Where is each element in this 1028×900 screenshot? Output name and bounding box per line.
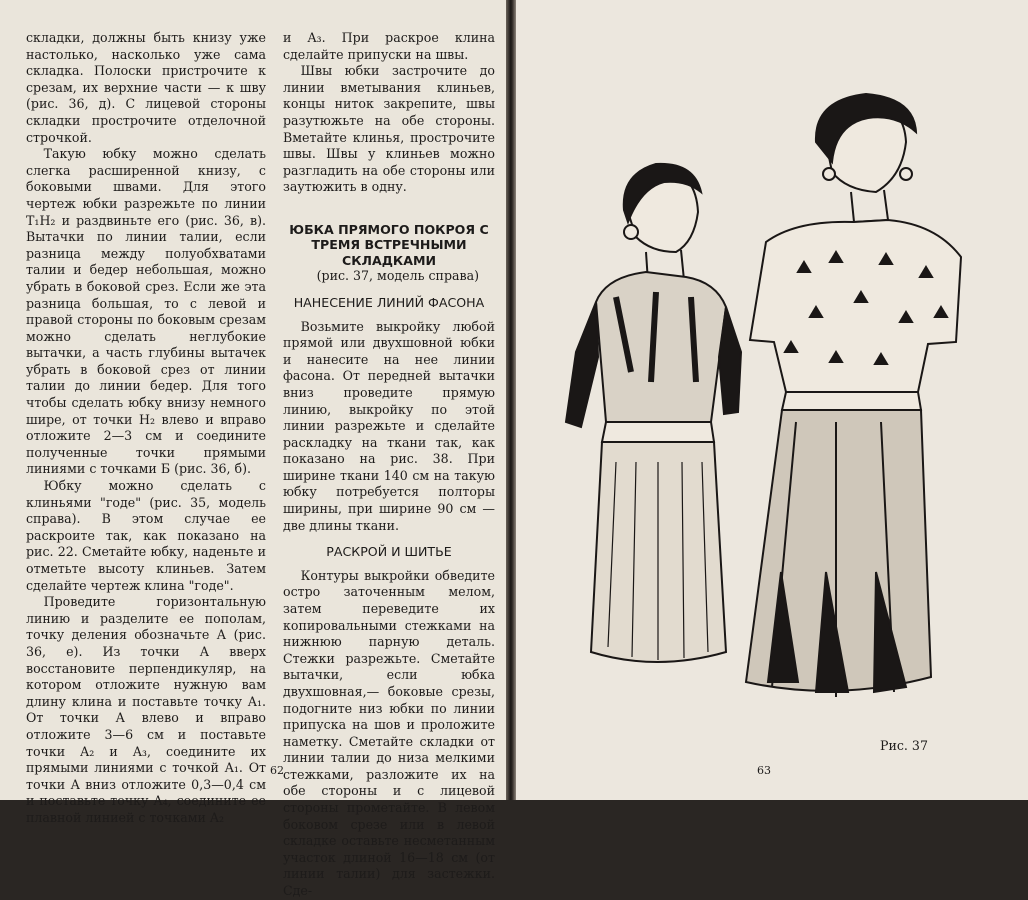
paragraph: Такую юбку можно сделать слегка расширенной книзу, с боковыми швами. Для этого чертеж юбки разрежьте по линии T₁H₂ и раздвиньте его (рис. 36, в). Вытачки по линии талии, если разница между полуобхватами талии и бедер небольшая, можно убрать в боковой срез. Если же эта разница большая, то с левой и правой стороны по боковым срезам можно сделать неглубокие вытачки, а часть глубины вытачек убрать в боковой срез от линии талии до линии бедер. Для того чтобы сделать юбку внизу немного шире, от точки H₂ влево и вправо отложите 2—3 см и соедините полученные точки прямыми линиями с точками Б (рис. 36, б). [26,146,266,477]
paragraph: Контуры выкройки обведите остро заточенным мелом, затем переведите их копировальными стежками на нижнюю парную деталь. Стежки разрежьте. Сметайте вытачки, если юбка двухшовная,— боковые срезы, подогните низ юбки по линии припуска на шов и проложите наметку. Сметайте складки от линии талии до низа мелкими стежками, разложите их на обе стороны и с лицевой стороны прометайте. В левом боковом срезе или в левой складке оставьте несметанным участок длиной 16—18 см (от линии талии) для застежки. Сде- [283,567,495,899]
paragraph: и A₃. При раскрое клина сделайте припуски на швы. [283,30,495,62]
right-model-figure [746,94,961,697]
subsection-heading-cutting-sewing: РАСКРОЙ И ШИТЬЕ [326,544,452,560]
figure-caption: Рис. 37 [880,738,928,753]
paragraph: Швы юбки застрочите до линии вметывания клиньев, концы ниток закрепите, швы разутюжьте на обе стороны. Вметайте клинья, прострочите швы. Швы у клиньев можно разгладить на обе стороны или заутюжить в одну. [283,63,495,195]
paragraph: Возьмите выкройку любой прямой или двухшовной юбки и нанесите на нее линии фасона. От передней вытачки вниз проведите прямую линию, выкройку по этой линии разрежьте и сделайте раскладку на ткани так, как показано на рис. 38. При ширине ткани 140 см на такую юбку потребуется полторы ширины, при ширине 90 см — две длины ткани. [283,318,495,533]
section-subheading: (рис. 37, модель справа) [316,268,480,284]
page-number-right: 63 [757,764,771,777]
paragraph: Юбку можно сделать с клиньями "годе" (рис. 35, модель справа). В этом случае ее раскроите так, как показано на рис. 22. Сметайте юбку, наденьте и отметьте высоту клиньев. Затем сделайте чертеж клина "годе". [26,478,266,593]
page-number-left: 62 [270,764,284,777]
subsection-heading-style-lines: НАНЕСЕНИЕ ЛИНИЙ ФАСОНА [293,295,485,311]
fashion-illustration [536,92,966,742]
left-model-figure [566,164,741,662]
section-heading: ЮБКА ПРЯМОГО ПОКРОЯ С ТРЕМЯ ВСТРЕЧНЫМИ СКЛАДКАМИ [289,221,489,268]
text-column-b [283,30,495,900]
paragraph: Проведите горизонтальную линию и разделите ее пополам, точку деления обозначьте А (рис. 36, е). Из точки А вверх восстановите перпендикуляр, на котором отложите нужную вам длину клина и поставьте точку A₁. От точки А влево и вправо отложите 3—6 см и поставьте точки A₂ и A₃, соедините их прямыми линиями с точкой A₁. От точки А вниз отложите 0,3—0,4 см и поставьте точку A₄, соедините ее плавной линией с точками A₂ [26,594,266,825]
left-page [0,0,507,899]
paragraph: складки, должны быть книзу уже настолько, насколько уже сама складка. Полоски пристрочите к срезам, их верхние части — к шву (рис. 36, д). С лицевой стороны складки прострочите отделочной строчкой. [26,30,266,145]
book-gutter [506,0,516,800]
text-column-a [26,30,266,827]
